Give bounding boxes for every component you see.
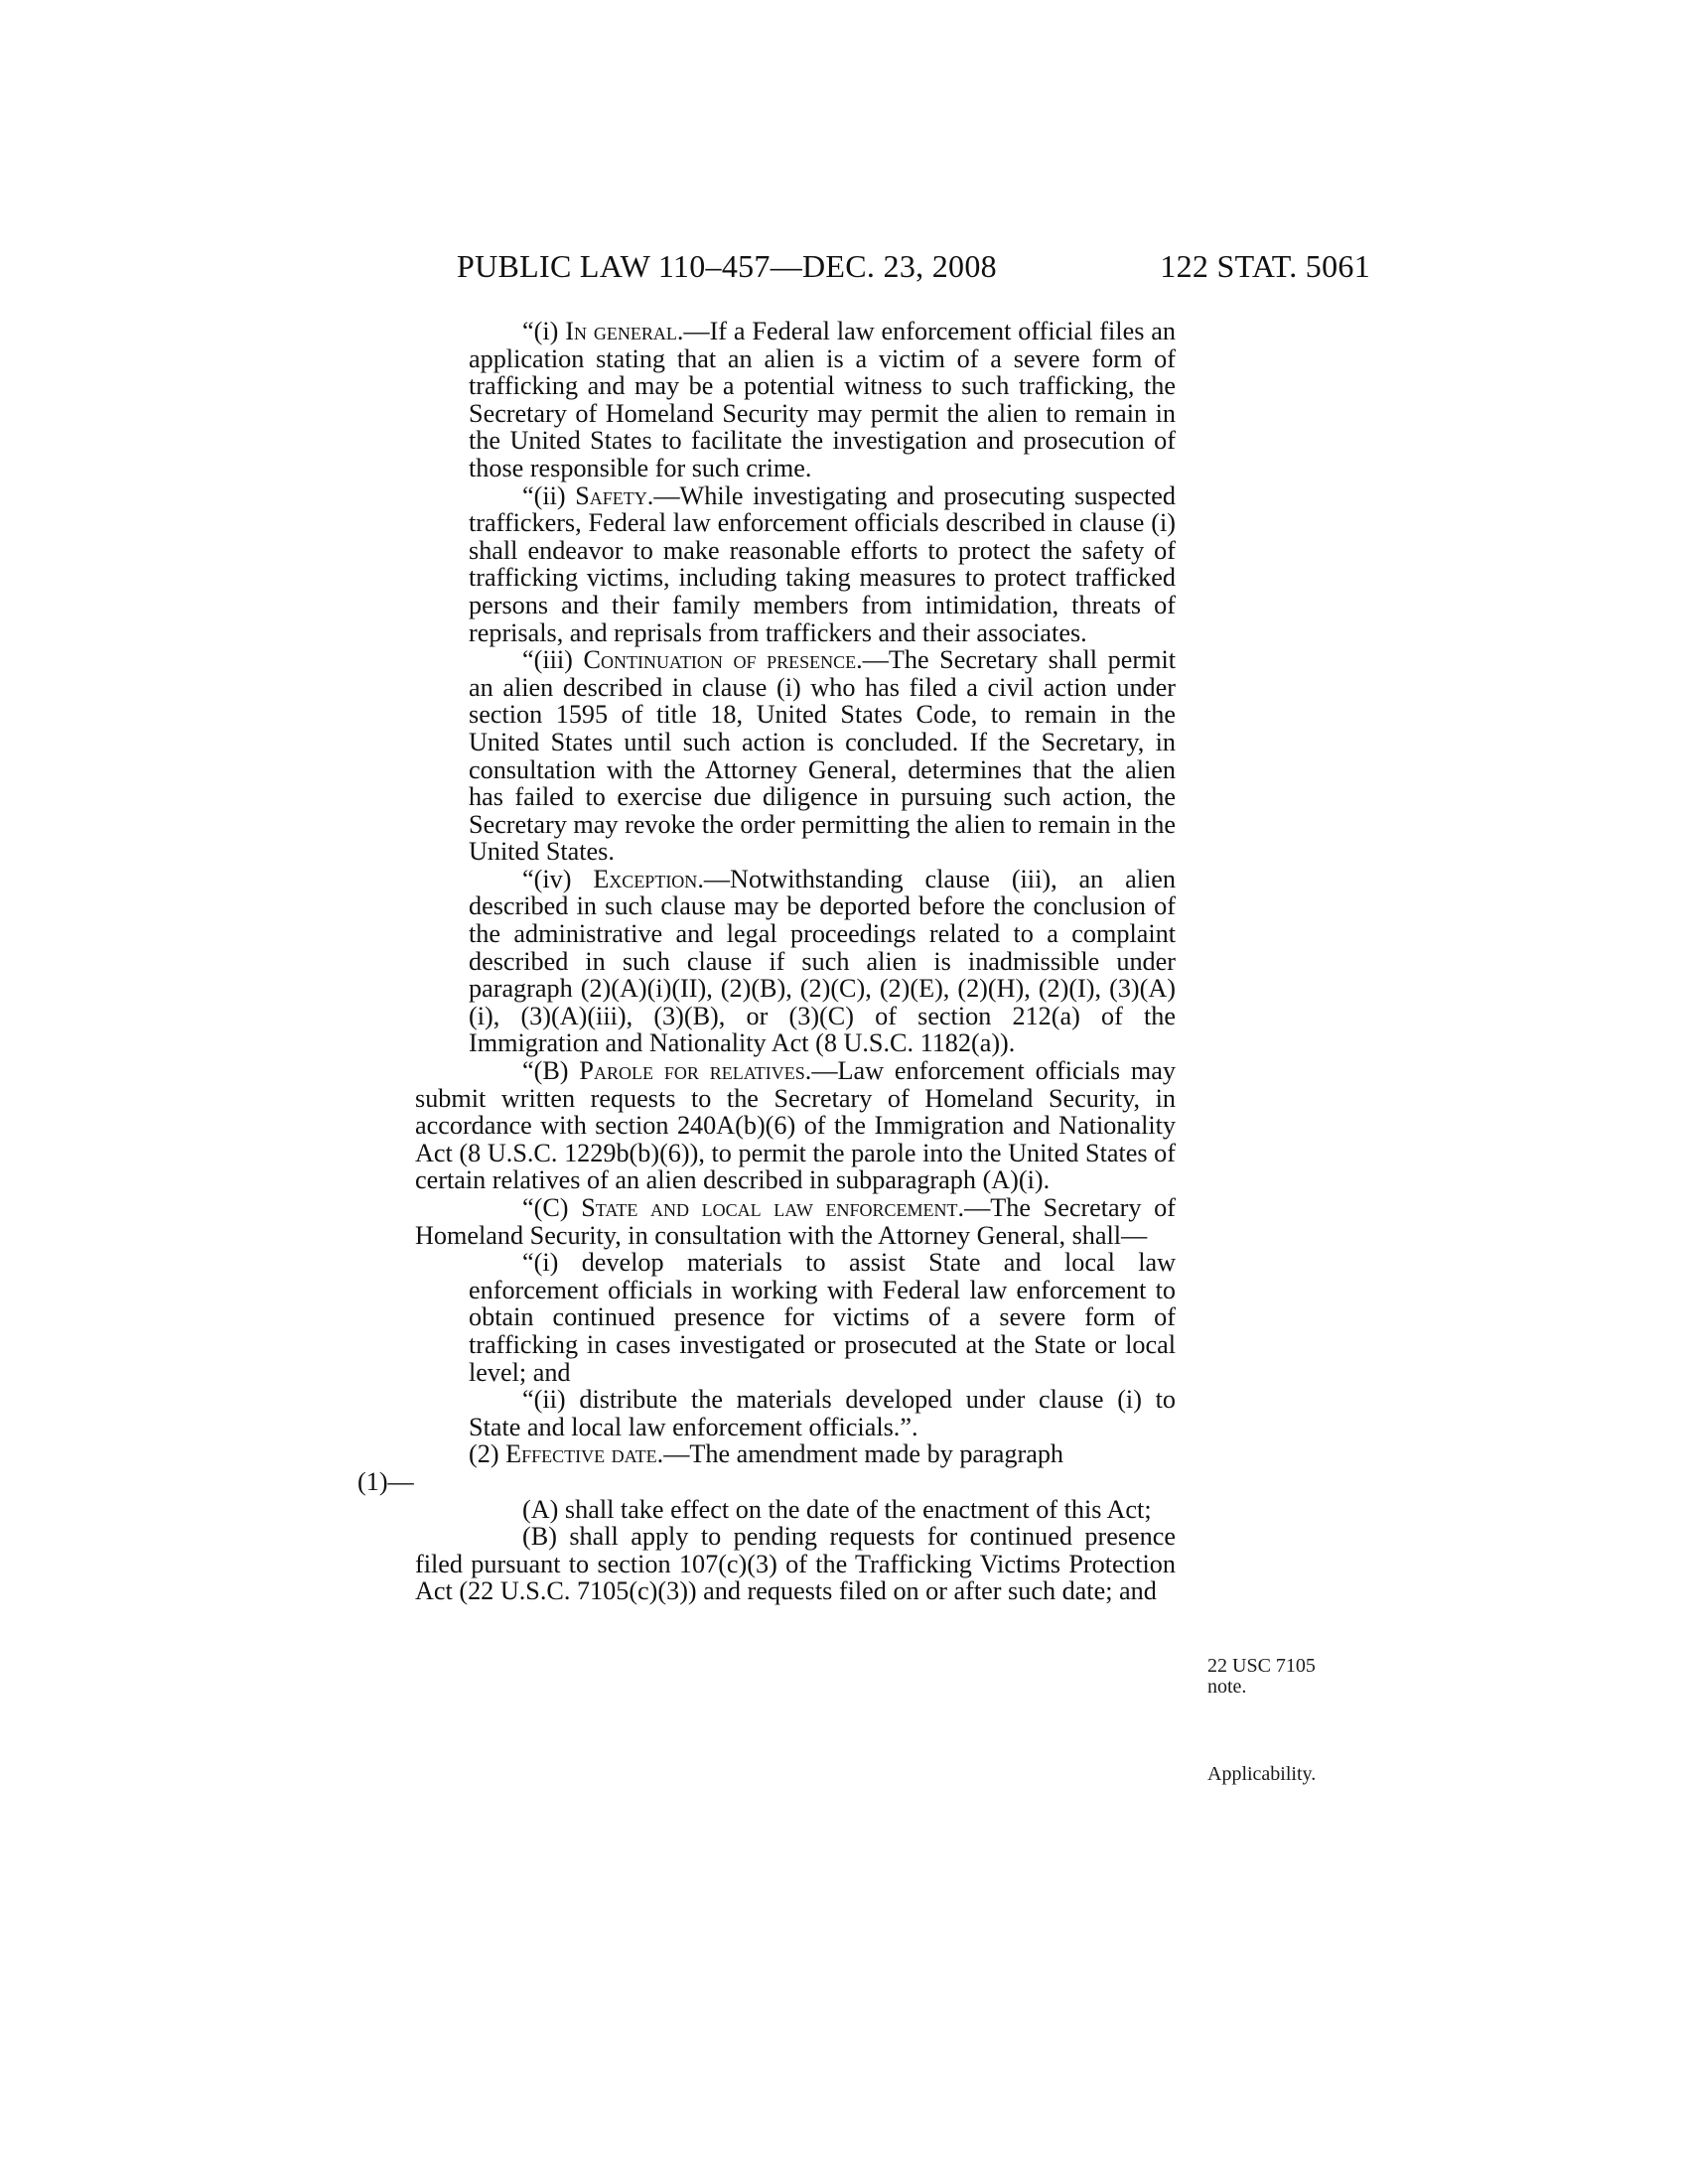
item-a-take-effect: (A) shall take effect on the date of the enactment of this Act; xyxy=(522,1494,1152,1524)
item-i-develop-materials: “(i) develop materials to assist State and local law enforcement officials in working with Federal law enforcement to obtain continued presence for victims of a severe form of trafficking in cases investigated or prosecuted at the State or local level; and xyxy=(469,1248,1177,1387)
subparagraph-b-parole: “(B) Parole for relatives.—Law enforcement officials may submit written requests to the Secretary of Homeland Security, in accordance with section 240A(b)(6) of the Immigration and Nationality Act (8 U.S.C. 1229b(b)(6)), to permit the parole into the United States of certain relatives of an alien described in subparagraph (A)(i). xyxy=(415,1056,1176,1195)
header-stat-page: 122 STAT. 5061 xyxy=(1160,248,1370,284)
paragraph-2-continuation: (1)— xyxy=(357,1466,414,1496)
clause-iii-continuation: “(iii) Continuation of presence.—The Secretary shall permit an alien described in clause (i) who has filed a civil action under section 1595 of title 18, United States Code, to remain in the United States until such action is concluded. If the Secretary, in consultation with the Attorney General, determines that the alien has failed to exercise due diligence in pursuing such action, the Secretary may revoke the order permitting the alien to remain in the United States. xyxy=(469,645,1176,867)
clause-ii-safety: “(ii) Safety.—While investigating and prosecuting suspected traffickers, Federal law enforcement officials described in clause (i) shall endeavor to make reasonable efforts to protect the safety of trafficking victims, including taking measures to protect trafficked persons and their family members from intimidation, threats of reprisals, and reprisals from traffickers and their associates. xyxy=(469,480,1176,647)
statute-body xyxy=(357,317,1177,1606)
header-public-law: PUBLIC LAW 110–457—DEC. 23, 2008 xyxy=(457,248,997,284)
item-ii-distribute: “(ii) distribute the materials developed under clause (i) to State and local law enforcement officials.”. xyxy=(469,1385,1176,1441)
clause-i-in-general: “(i) In general.—If a Federal law enforcement official files an application stating that an alien is a victim of a severe form of trafficking and may be a potential witness to such trafficking, the Secretary of Homeland Security may permit the alien to remain in the United States to facilitate the investigation and prosecution of those responsible for such crime. xyxy=(469,317,1176,482)
clause-iv-exception: “(iv) Exception.—Notwithstanding clause (iii), an alien described in such clause may be deported before the conclusion of the administrative and legal proceedings related to a complaint described in such clause if such alien is inadmissible under paragraph (2)(A)(i)(II), (2)(B), (2)(C), (2)(E), (2)(H), (2)(I), (3)(A)(i), (3)(A)(iii), (3)(B), or (3)(C) of section 212(a) of the Immigration and Nationality Act (8 U.S.C. 1182(a)). xyxy=(469,864,1176,1058)
margin-note-usc: 22 USC 7105 note. xyxy=(1207,1655,1316,1698)
running-header xyxy=(457,248,1370,288)
item-b-apply-pending: (B) shall apply to pending requests for continued presence filed pursuant to section 107(c)(3) of the Trafficking Victims Protection Act (22 U.S.C. 7105(c)(3)) and requests filed on or after such date; and xyxy=(415,1522,1176,1606)
margin-note-applicability: Applicability. xyxy=(1207,1763,1317,1785)
paragraph-2-effective-date: (2) Effective date.—The amendment made by paragraph xyxy=(469,1439,1064,1469)
subparagraph-c-state-local: “(C) State and local law enforcement.—The Secretary of Homeland Security, in consultation with the Attorney General, shall— xyxy=(415,1193,1176,1250)
